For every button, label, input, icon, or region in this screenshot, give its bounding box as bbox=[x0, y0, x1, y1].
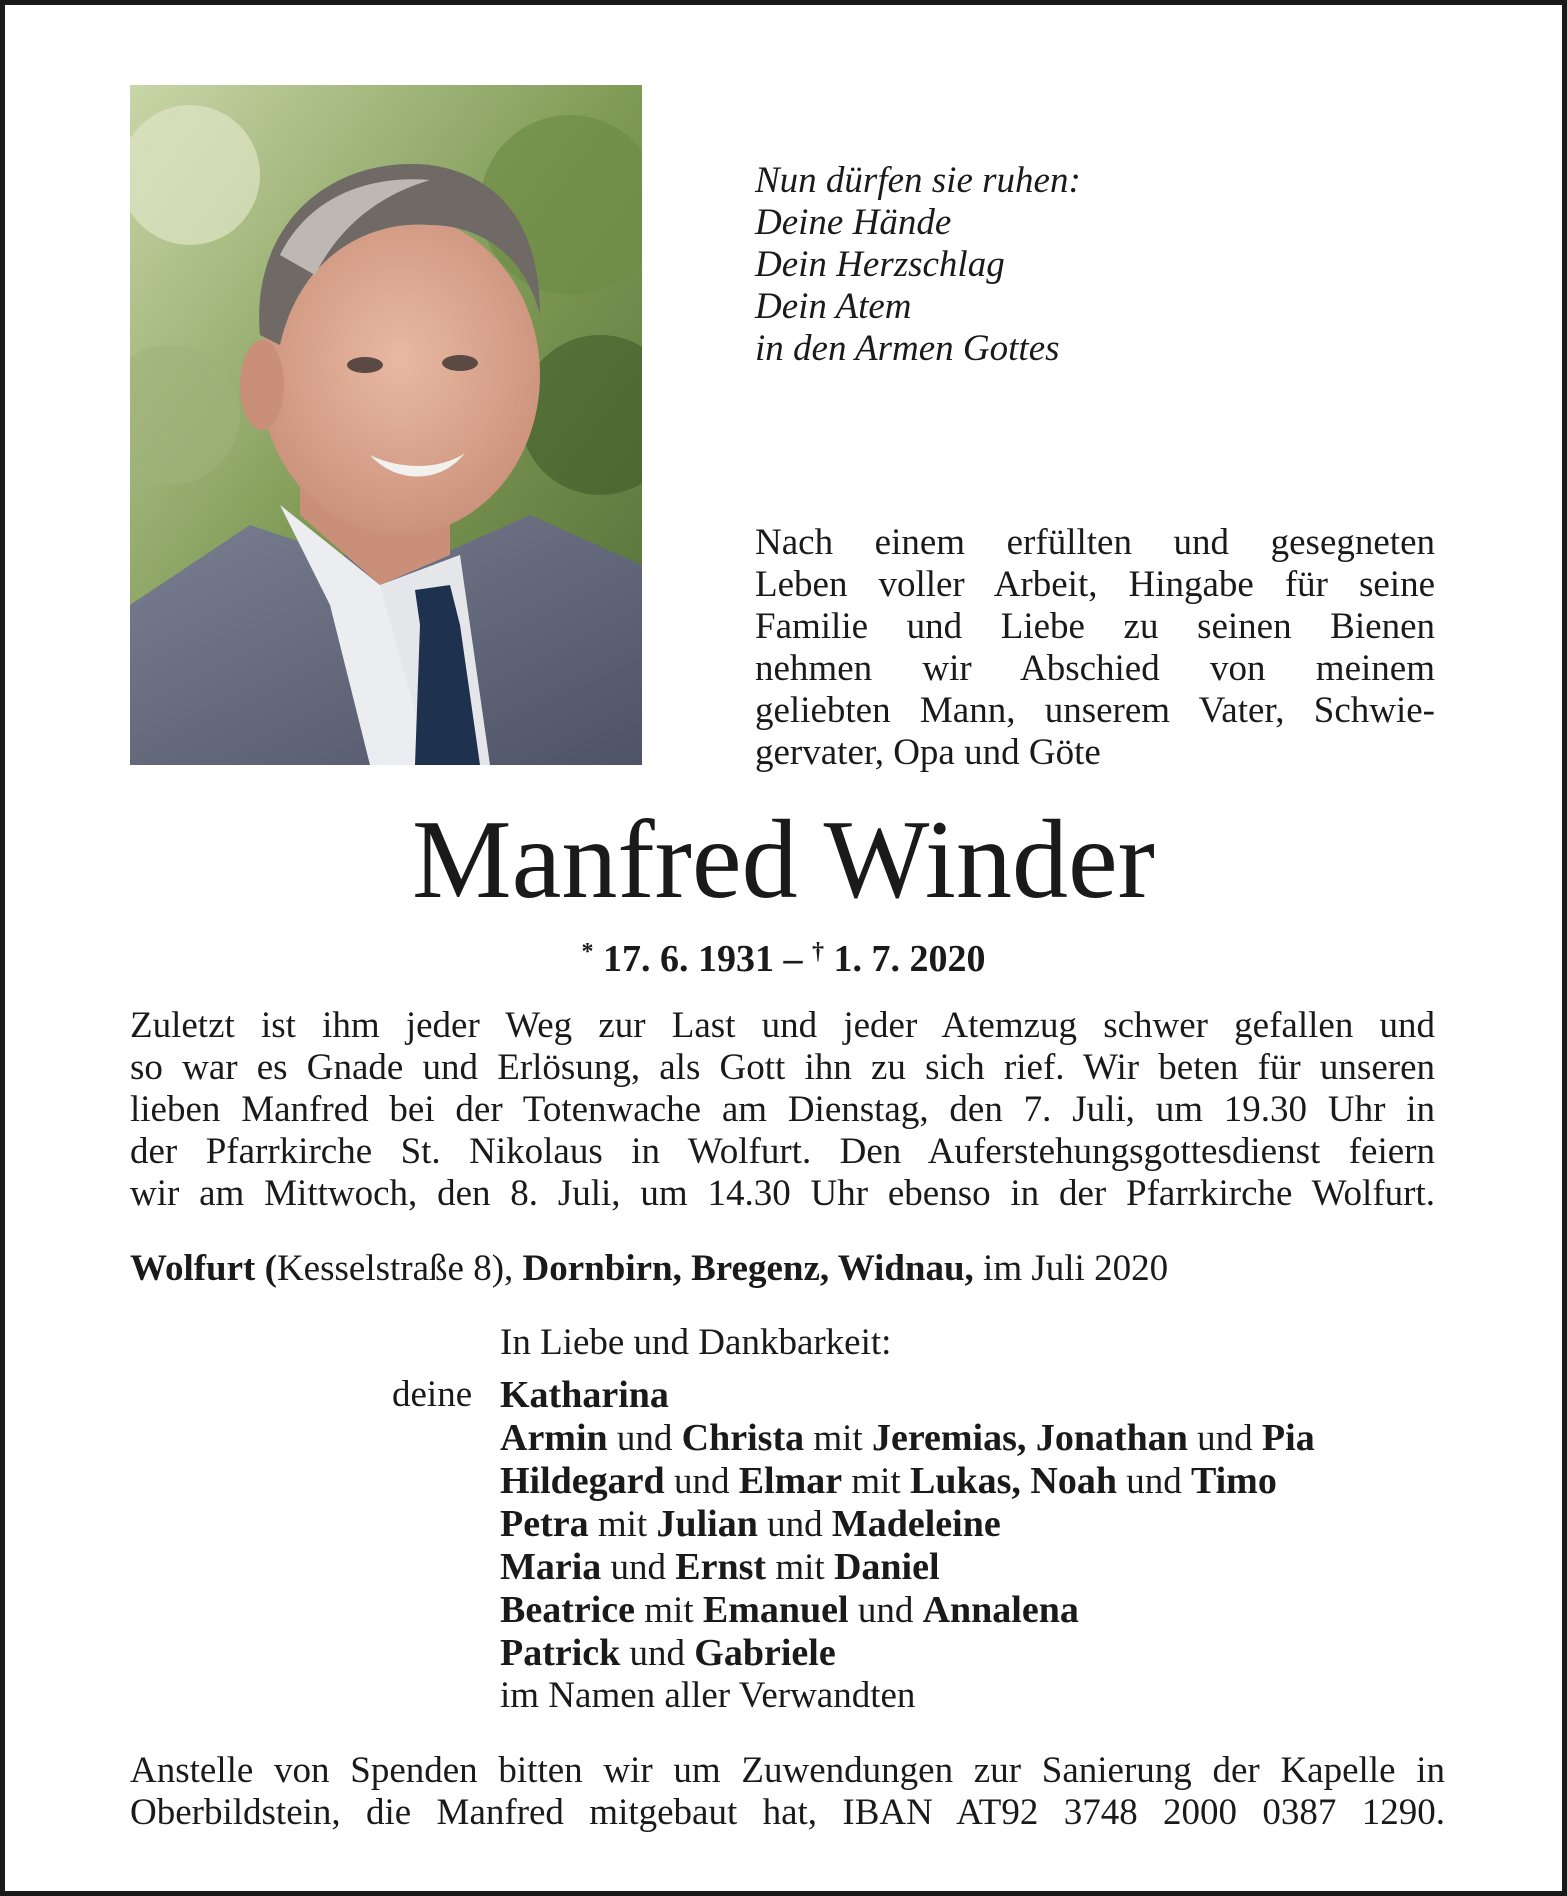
place-others: Dornbirn, Bregenz, Widnau, bbox=[522, 1248, 974, 1289]
family-member-name: Christa bbox=[681, 1417, 805, 1459]
poem-line: Dein Herzschlag bbox=[755, 244, 1005, 285]
family-member-name: Patrick bbox=[500, 1632, 621, 1674]
family-member-name: Katharina bbox=[500, 1374, 669, 1416]
intro-line: Nach einem erfüllten und gesegneten bbox=[755, 522, 1435, 563]
family-member-name: Petra bbox=[500, 1503, 589, 1545]
intro-line: geliebten Mann, unserem Vater, Schwie- bbox=[755, 690, 1435, 731]
family-member-name: Armin bbox=[500, 1417, 608, 1459]
family-connector: und bbox=[664, 1461, 739, 1502]
family-line bbox=[500, 1589, 1315, 1632]
family-member-name: Timo bbox=[1190, 1460, 1277, 1502]
intro-line: Leben voller Arbeit, Hingabe für seine bbox=[755, 564, 1435, 605]
family-member-name: Elmar bbox=[738, 1460, 843, 1502]
family-line bbox=[500, 1675, 1315, 1717]
family-connector: und bbox=[1187, 1418, 1262, 1459]
body-line: so war es Gnade und Erlösung, als Gott ihn zu sich rief. Wir beten für unseren bbox=[130, 1047, 1435, 1088]
place-date: im Juli 2020 bbox=[973, 1248, 1169, 1289]
date-separator: – bbox=[783, 938, 803, 980]
family-line bbox=[500, 1417, 1315, 1460]
birth-symbol: * bbox=[581, 939, 594, 965]
family-member-name: Jeremias, Jonathan bbox=[871, 1417, 1188, 1459]
body-line: Zuletzt ist ihm jeder Weg zur Last und jeder Atemzug schwer gefallen und bbox=[130, 1005, 1435, 1046]
family-member-name: Pia bbox=[1261, 1417, 1315, 1459]
place-address: Kesselstraße 8), bbox=[276, 1248, 523, 1289]
place-and-date bbox=[130, 1248, 1168, 1290]
intro-line: gervater, Opa und Göte bbox=[755, 732, 1101, 773]
intro-line: nehmen wir Abschied von meinem bbox=[755, 648, 1435, 689]
family-connector: und bbox=[620, 1633, 695, 1674]
donation-note bbox=[130, 1750, 1445, 1834]
family-connector: mit bbox=[766, 1547, 834, 1588]
family-connector: im Namen aller Verwandten bbox=[500, 1675, 916, 1716]
portrait-photo bbox=[130, 85, 642, 765]
family-member-name: Maria bbox=[500, 1546, 602, 1588]
family-line bbox=[500, 1546, 1315, 1589]
poem bbox=[755, 160, 1081, 370]
death-symbol: † bbox=[812, 939, 824, 965]
deine-label: deine bbox=[392, 1374, 473, 1415]
body-line: der Pfarrkirche St. Nikolaus in Wolfurt. Den Auferstehungsgottesdienst feiern bbox=[130, 1131, 1435, 1172]
family-connector: mit bbox=[804, 1418, 872, 1459]
poem-line: Nun dürfen sie ruhen: bbox=[755, 160, 1081, 201]
intro-paragraph bbox=[755, 522, 1435, 774]
family-connector: und bbox=[601, 1547, 676, 1588]
family-line bbox=[500, 1374, 1315, 1417]
deceased-name: Manfred Winder bbox=[412, 798, 1155, 922]
place-town: Wolfurt ( bbox=[130, 1248, 277, 1289]
family-member-name: Beatrice bbox=[500, 1589, 636, 1631]
donation-line: Oberbildstein, die Manfred mitgebaut hat, IBAN AT92 3748 2000 0387 1290. bbox=[130, 1792, 1445, 1833]
poem-line: Dein Atem bbox=[755, 286, 912, 327]
family-connector: mit bbox=[588, 1504, 657, 1545]
family-member-name: Lukas, Noah bbox=[909, 1460, 1117, 1502]
family-line bbox=[500, 1632, 1315, 1675]
family-member-name: Hildegard bbox=[500, 1460, 665, 1502]
thanks-line: In Liebe und Dankbarkeit: bbox=[500, 1322, 892, 1363]
family-member-name: Emanuel bbox=[702, 1589, 849, 1631]
death-date: 1. 7. 2020 bbox=[833, 938, 986, 980]
body-line: lieben Manfred bei der Totenwache am Dienstag, den 7. Juli, um 19.30 Uhr in bbox=[130, 1089, 1435, 1130]
donation-line: Anstelle von Spenden bitten wir um Zuwendungen zur Sanierung der Kapelle in bbox=[130, 1750, 1445, 1791]
family-connector: mit bbox=[842, 1461, 910, 1502]
intro-line: Familie und Liebe zu seinen Bienen bbox=[755, 606, 1435, 647]
family-connector: und bbox=[1116, 1461, 1191, 1502]
family-member-name: Gabriele bbox=[694, 1632, 836, 1674]
family-member-name: Ernst bbox=[675, 1546, 767, 1588]
family-line bbox=[500, 1460, 1315, 1503]
body-line: wir am Mittwoch, den 8. Juli, um 14.30 Uhr ebenso in der Pfarrkirche Wolfurt. bbox=[130, 1173, 1435, 1214]
family-connector: und bbox=[848, 1590, 923, 1631]
family-member-name: Daniel bbox=[833, 1546, 940, 1588]
family-member-name: Annalena bbox=[922, 1589, 1079, 1631]
poem-line: in den Armen Gottes bbox=[755, 328, 1060, 369]
birth-date: 17. 6. 1931 bbox=[603, 938, 774, 980]
family-list bbox=[500, 1374, 1315, 1717]
family-member-name: Madeleine bbox=[831, 1503, 1001, 1545]
family-connector: und bbox=[757, 1504, 832, 1545]
family-line bbox=[500, 1503, 1315, 1546]
family-connector: mit bbox=[635, 1590, 703, 1631]
funeral-details bbox=[130, 1005, 1435, 1215]
life-dates bbox=[0, 930, 1567, 981]
poem-line: Deine Hände bbox=[755, 202, 952, 243]
family-connector: und bbox=[607, 1418, 682, 1459]
family-member-name: Julian bbox=[656, 1503, 758, 1545]
